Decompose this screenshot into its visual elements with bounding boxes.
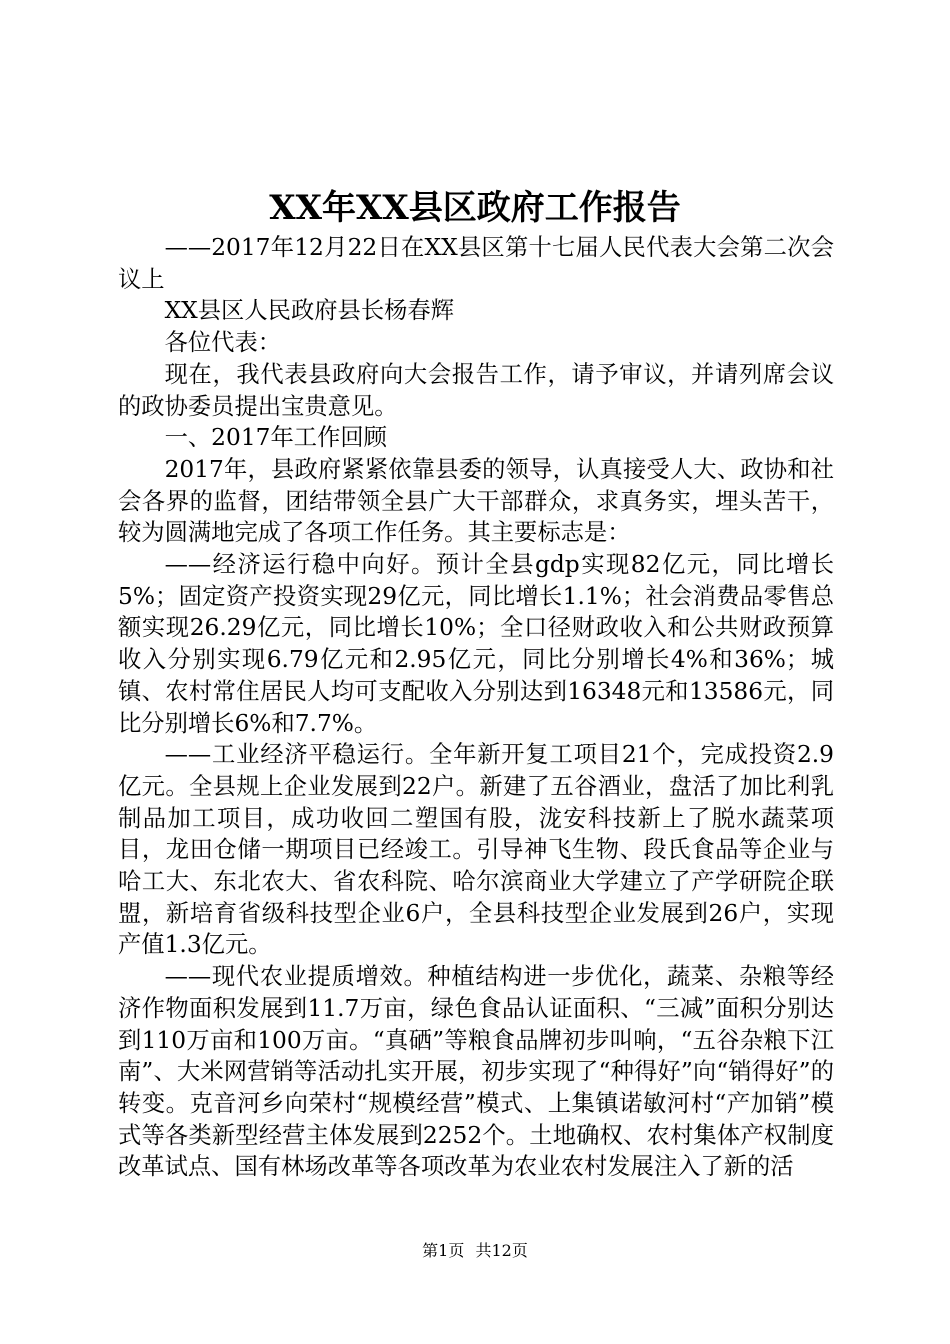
paragraph-speaker: XX县区人民政府县长杨春辉 bbox=[164, 297, 455, 325]
paragraph-industry: ——工业经济平稳运行。全年新开复工项目21个，完成投资2.9亿元。全县规上企业发展到22户。新建了五谷酒业，盘活了加比利乳制品加工项目，成功收回二塑国有股，泷安科技新上了脱水蔬菜项目，龙田仓储一期项目已经竣工。引导神飞生物、段氏食品等企业与哈工大、东北农大、省农科院、哈尔滨商业大学建立了产学研院企联盟，新培育省级科技型企业6户，全县科技型企业发展到26户，实现产值1.3亿元。 bbox=[118, 741, 834, 959]
paragraph-agriculture: ——现代农业提质增效。种植结构进一步优化，蔬菜、杂粮等经济作物面积发展到11.7万亩，绿色食品认证面积、“三减”面积分别达到110万亩和100万亩。“真硒”等粮食品牌初步叫响，“五谷杂粮下江南”、大米网营销等活动扎实开展，初步实现了“种得好”向“销得好”的转变。克音河乡向荣村“规模经营”模式、上集镇诺敏河村“产加销”模式等各类新型经营主体发展到2252个。土地确权、农村集体产权制度改革试点、国有林场改革等各项改革为农业农村发展注入了新的活 bbox=[118, 963, 834, 1181]
paragraph-subtitle: ——2017年12月22日在XX县区第十七届人民代表大会第二次会议上 bbox=[118, 234, 834, 293]
paragraph-overview: 2017年，县政府紧紧依靠县委的领导，认真接受人大、政协和社会各界的监督，团结带领全县广大干部群众，求真务实，埋头苦干，较为圆满地完成了各项工作任务。其主要标志是： bbox=[118, 455, 834, 547]
paragraph-intro: 现在，我代表县政府向大会报告工作，请予审议，并请列席会议的政协委员提出宝贵意见。 bbox=[118, 360, 834, 420]
page-total: 共12页 bbox=[475, 1241, 528, 1260]
page-footer bbox=[0, 1240, 950, 1262]
section-heading: 一、2017年工作回顾 bbox=[164, 424, 387, 452]
paragraph-economy: ——经济运行稳中向好。预计全县gdp实现82亿元，同比增长5%；固定资产投资实现29亿元，同比增长1.1%；社会消费品零售总额实现26.29亿元，同比增长10%；全口径财政收入和公共财政预算收入分别实现6.79亿元和2.95亿元，同比分别增长4%和36%；城镇、农村常住居民人均可支配收入分别达到16348元和13586元，同比分别增长6%和7.7%。 bbox=[118, 551, 834, 737]
document-title: XX年XX县区政府工作报告 bbox=[269, 188, 681, 228]
paragraph-salutation: 各位代表： bbox=[164, 329, 282, 357]
document-body bbox=[118, 232, 834, 1183]
page-number: 第1页 bbox=[422, 1241, 465, 1260]
